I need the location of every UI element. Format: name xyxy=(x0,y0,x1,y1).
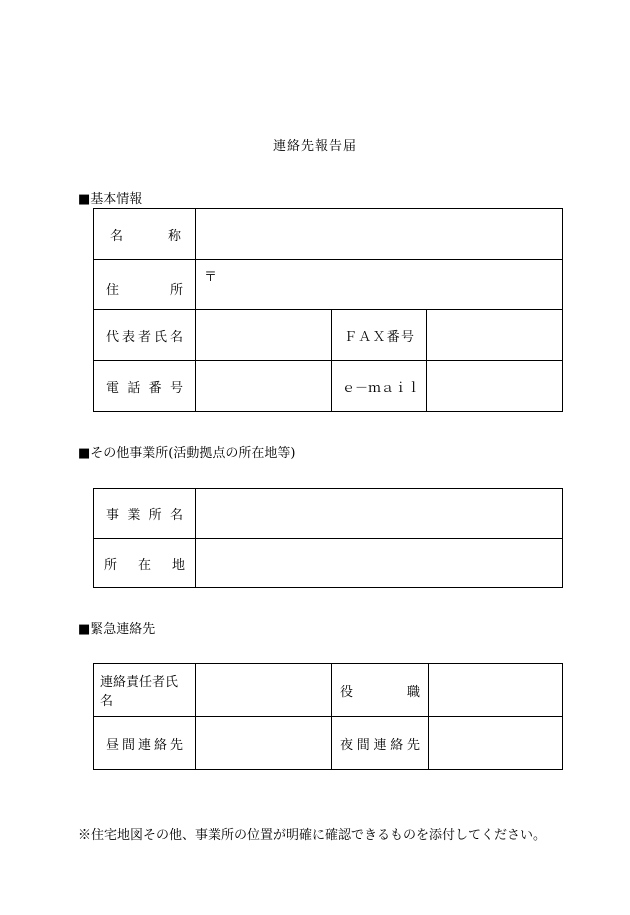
fax-label-cell: Ｆ Ａ Ｘ 番 号 xyxy=(332,310,427,361)
day-contact-input-cell[interactable] xyxy=(196,717,332,770)
document-title: 連絡先報告届 xyxy=(272,139,357,154)
basic-info-table xyxy=(93,208,563,412)
office-name-label-cell: 事 業 所 名 xyxy=(94,489,196,539)
emergency-contact-table xyxy=(93,663,563,770)
location-label-cell: 所 在 地 xyxy=(94,539,196,588)
other-offices-table xyxy=(93,488,563,588)
day-contact-label-cell: 昼 間 連 絡 先 xyxy=(94,717,196,770)
name-input-cell[interactable] xyxy=(196,209,563,260)
address-input-cell[interactable] xyxy=(196,260,563,310)
section-heading-emergency-contact: ■緊急連絡先 xyxy=(78,622,156,637)
office-name-input-cell[interactable] xyxy=(196,489,563,539)
contact-person-input-cell[interactable] xyxy=(196,664,332,717)
postal-mark: 〒 xyxy=(204,270,218,285)
representative-label-cell: 代 表 者 氏 名 xyxy=(94,310,196,361)
phone-label-cell: 電 話 番 号 xyxy=(94,361,196,412)
location-input-cell[interactable] xyxy=(196,539,563,588)
email-input-cell[interactable] xyxy=(427,361,563,412)
contact-person-label-cell: 連絡責任者氏名 xyxy=(94,664,196,717)
night-contact-input-cell[interactable] xyxy=(429,717,563,770)
position-input-cell[interactable] xyxy=(429,664,563,717)
section-heading-basic-info: ■基本情報 xyxy=(78,192,143,207)
section-heading-other-offices: ■その他事業所(活動拠点の所在地等) xyxy=(78,446,296,461)
email-label-cell: ｅ － ｍ ａ ｉ ｌ xyxy=(332,361,427,412)
position-label-cell: 役 職 xyxy=(332,664,429,717)
representative-input-cell[interactable] xyxy=(196,310,332,361)
name-label-cell: 名 称 xyxy=(94,209,196,260)
attachment-footnote: ※住宅地図その他、事業所の位置が明確に確認できるものを添付してください。 xyxy=(78,828,547,843)
address-label-cell: 住 所 xyxy=(94,260,196,310)
night-contact-label-cell: 夜 間 連 絡 先 xyxy=(332,717,429,770)
phone-input-cell[interactable] xyxy=(196,361,332,412)
fax-input-cell[interactable] xyxy=(427,310,563,361)
